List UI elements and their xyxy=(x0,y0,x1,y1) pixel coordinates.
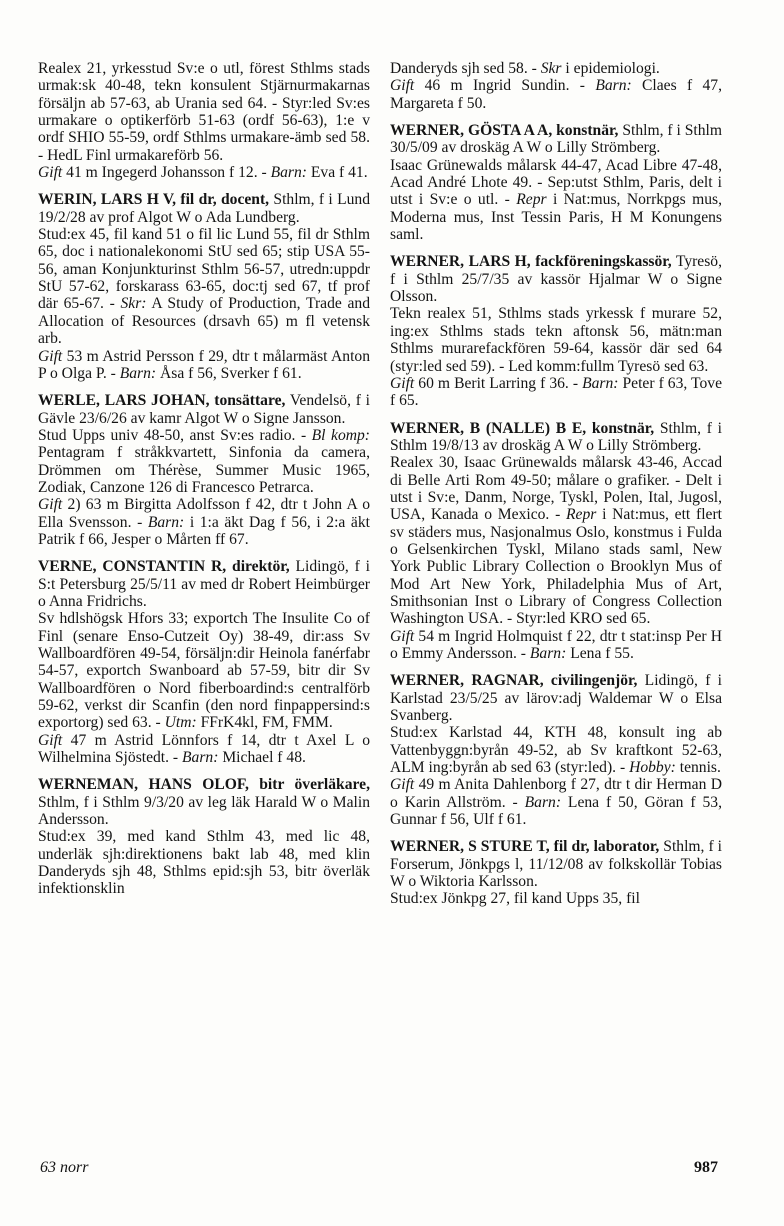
right-column xyxy=(390,60,722,918)
gift-label: Gift xyxy=(390,77,415,95)
entry-career-text: Stud:ex 39, med kand Sthlm 43, med lic 48, underläk sjh:direktionens bakt lab 48, med klin Danderyds sjh 48, Sthlms epid:sjh 53, bitr överläk infektionsklin xyxy=(38,828,370,898)
entry-continued-danderyds xyxy=(390,60,722,112)
bl-komp-label: Bl komp: xyxy=(311,426,370,444)
entry-header-line: WERNER, LARS H, fackföreningskassör, Tyresö, f i Sthlm 25/7/35 av kassör Hjalmar W o Signe Olsson. xyxy=(390,253,722,306)
barn-label: Barn: xyxy=(595,77,632,95)
entry-name-heading: WERNEMAN, HANS OLOF, bitr överläkare, xyxy=(38,776,370,794)
entry-header-line: WERNER, GÖSTA A A, konstnär, Sthlm, f i Sthlm 30/5/09 av droskäg A W o Lilly Strömberg. xyxy=(390,122,722,157)
entry-continued-realex xyxy=(38,60,370,181)
barn-label: Barn: xyxy=(119,364,157,382)
entry-werner-lars-h xyxy=(390,253,722,409)
entry-werneman-hans xyxy=(38,776,370,897)
entry-career-text: Danderyds sjh sed 58. - Skr i epidemiologi. xyxy=(390,60,660,77)
entry-career-text: Sv hdlshögsk Hfors 33; exportch The Insulite Co of Finl (senare Enso-Cutzeit Oy) 38-49, dir:ass Sv Wallboardfören 49-54, försäljn:dir Heinola fanérfabr 54-57, exportch Swanboard ab 57-59, bitr dir Sv Wallboardfören o Nord fiberboardind:s centralförb 59-62, verkst dir Scanfin (den nord finpappersind:s exportorg) sed 63. - Utm: FFrK4kl, FM, FMM. xyxy=(38,610,370,732)
entry-header-line: WERNER, S STURE T, fil dr, laborator, Sthlm, f i Forserum, Jönkpgs l, 11/12/08 av folkskollär Tobias W o Wiktoria Karlsson. xyxy=(390,838,722,891)
entry-name-heading: WERIN, LARS H V, fil dr, docent, xyxy=(38,191,270,209)
entry-name-heading: VERNE, CONSTANTIN R, direktör, xyxy=(38,558,290,576)
entry-family-text: Gift 47 m Astrid Lönnfors f 14, dtr t Axel L o Wilhelmina Sjöstedt. - Barn: Michael f 48. xyxy=(38,731,370,767)
gift-label: Gift xyxy=(38,731,63,749)
entry-family-text: Gift 54 m Ingrid Holmquist f 22, dtr t stat:insp Per H o Emmy Andersson. - Barn: Lena f 55. xyxy=(390,627,722,662)
gift-label: Gift xyxy=(38,347,63,365)
barn-label: Barn: xyxy=(182,749,219,767)
entry-verne-constantin xyxy=(38,558,370,766)
entry-career-text: Realex 30, Isaac Grünewalds målarsk 43-46, Accad di Belle Arti Rom 49-50; målare o grafiker. - Delt i utst i Sv:e, Danm, Norge, Tyskl, Polen, Ital, Jugosl, USA, Kanada o Mexico. - Repr i Nat:mus, ett flert sv städers mus, Nasjonalmus Oslo, konstmus i Fulda o Gelsenkirchen Tyskl, Milano stads saml, New York Public Library Collection o Brooklyn Mus of Mod Art New York, Philadelphia Mus of Art, Smithsonian Inst o Library of Congress Collection Washington USA. - Styr:led KRO sed 65. xyxy=(390,454,722,628)
entry-career-text: Isaac Grünewalds målarsk 44-47, Acad Libre 47-48, Acad André Lhote 49. - Sep:utst Sthlm, Paris, delt i utst i Sv:e o utl. - Repr i Nat:mus, Norrkpgs mus, Moderna mus, Inst Tessin Paris, H M Konungens saml. xyxy=(390,156,722,244)
gift-label: Gift xyxy=(390,776,415,794)
entry-werin-lars xyxy=(38,191,370,382)
entry-career-text: Stud:ex 45, fil kand 51 o fil lic Lund 55, fil dr Sthlm 65, doc i nationalekonomi StU sed 65; stip USA 55-56, aman Konjunkturinst Sthlm 56-57, utredn:uppdr StU 57-62, forskarass 63-65, doc:tj sed 67, tf prof där 65-67. - Skr: A Study of Production, Trade and Allocation of Resources (drsavh 65) m fl vetensk arb. xyxy=(38,226,370,348)
entry-header-line: WERNER, RAGNAR, civilingenjör, Lidingö, f i Karlstad 23/5/25 av lärov:adj Waldemar W o Elsa Svanberg. xyxy=(390,672,722,725)
utm-label: Utm: xyxy=(164,714,197,732)
barn-label: Barn: xyxy=(524,793,562,811)
barn-label: Barn: xyxy=(582,374,619,392)
entry-header-line: VERNE, CONSTANTIN R, direktör, Lidingö, f i S:t Petersburg 25/5/11 av med dr Robert Heimbürger o Anna Fridrichs. xyxy=(38,558,370,610)
repr-label: Repr xyxy=(566,506,597,524)
entry-career-text: Stud:ex Karlstad 44, KTH 48, konsult ing ab Vattenbyggn:byrån 49-52, ab Sv kraftkont 52-63, ALM ing:byrån ab sed 63 (styr:led). - Hobby: tennis. xyxy=(390,724,722,777)
gift-label: Gift xyxy=(390,374,415,392)
skr-label: Skr: xyxy=(120,295,147,313)
entry-family-text: Gift 46 m Ingrid Sundin. - Barn: Claes f 47, Margareta f 50. xyxy=(390,77,722,112)
entry-family-text: Gift 60 m Berit Larring f 36. - Barn: Peter f 63, Tove f 65. xyxy=(390,374,722,410)
entry-career-text: Realex 21, yrkesstud Sv:e o utl, förest Sthlms stads urmak:sk 40-48, tekn konsulent Stjärnurmakarnas försäljn ab 57-63, ab Urania sed 64. - Styr:led Sv:es urmakare o optikerförb 51-63 (ordf 56-63), 1:e v ordf SHIO 55-59, ordf Sthlms urmakare-ämb sed 58. - HedL Finl urmakareförb 56. xyxy=(38,60,370,164)
entry-header-line: WERNEMAN, HANS OLOF, bitr överläkare, Sthlm, f i Sthlm 9/3/20 av leg läk Harald W o Malin Andersson. xyxy=(38,776,370,829)
entry-family-text: Gift 41 m Ingegerd Johansson f 12. - Barn: Eva f 41. xyxy=(38,164,368,182)
hobby-label: Hobby: xyxy=(629,759,676,777)
entry-name-heading: WERNER, B (NALLE) B E, konstnär, xyxy=(390,419,655,437)
entry-header-line: WERLE, LARS JOHAN, tonsättare, Vendelsö, f i Gävle 23/6/26 av kamr Algot W o Signe Jansson. xyxy=(38,392,370,427)
entry-career-text: Stud Upps univ 48-50, anst Sv:es radio. - Bl komp: Pentagram f stråkkvartett, Sinfonia da camera, Drömmen om Thérèse, Summer Music 1965, Zodiak, Canzone 126 di Francesco Petrarca. xyxy=(38,426,370,496)
page-number: 987 xyxy=(694,1159,718,1176)
left-column xyxy=(38,60,370,908)
entry-career-text: Stud:ex Jönkpg 27, fil kand Upps 35, fil xyxy=(390,890,640,908)
entry-name-heading: WERNER, S STURE T, fil dr, laborator, xyxy=(390,838,660,856)
entry-name-heading: WERNER, LARS H, fackföreningskassör, xyxy=(390,253,672,271)
barn-label: Barn: xyxy=(270,164,307,182)
entry-name-heading: WERNER, GÖSTA A A, konstnär, xyxy=(390,122,619,140)
entry-werner-ragnar xyxy=(390,672,722,828)
gift-label: Gift xyxy=(38,164,63,182)
entry-werner-nalle xyxy=(390,420,722,663)
entry-werner-gosta xyxy=(390,122,722,243)
entry-family-text: Gift 53 m Astrid Persson f 29, dtr t målarmäst Anton P o Olga P. - Barn: Åsa f 56, Sverker f 61. xyxy=(38,347,370,382)
barn-label: Barn: xyxy=(529,645,567,662)
entry-name-heading: WERLE, LARS JOHAN, tonsättare, xyxy=(38,392,286,410)
entry-career-text: Tekn realex 51, Sthlms stads yrkessk f murare 52, ing:ex Sthlms stads tekn aftonsk 56, mätn:man Sthlms murarefackfören 59-64, kassör där sed 64 (styr:led sed 59). - Led komm:fullm Tyresö sed 63. xyxy=(390,305,722,375)
entry-family-text: Gift 49 m Anita Dahlenborg f 27, dtr t dir Herman D o Karin Allström. - Barn: Lena f 50, Göran f 53, Gunnar f 56, Ulf f 61. xyxy=(390,776,722,829)
signature-mark: 63 norr xyxy=(40,1159,89,1176)
repr-label: Repr xyxy=(516,191,547,209)
entry-header-line: WERNER, B (NALLE) B E, konstnär, Sthlm, f i Sthlm 19/8/13 av droskäg A W o Lilly Strömberg. xyxy=(390,419,722,454)
entry-header-line: WERIN, LARS H V, fil dr, docent, Sthlm, f i Lund 19/2/28 av prof Algot W o Ada Lundberg. xyxy=(38,191,370,226)
entry-family-text: Gift 2) 63 m Birgitta Adolfsson f 42, dtr t John A o Ella Svensson. - Barn: i 1:a äkt Dag f 56, i 2:a äkt Patrik f 66, Jesper o Mårten ff 67. xyxy=(38,496,370,548)
gift-label: Gift xyxy=(390,627,415,645)
skr-label: Skr xyxy=(540,60,562,77)
entry-name-heading: WERNER, RAGNAR, civilingenjör, xyxy=(390,672,638,690)
barn-label: Barn: xyxy=(147,513,185,531)
entry-werner-sture xyxy=(390,838,722,907)
gift-label: Gift xyxy=(38,496,63,514)
entry-werle-lars xyxy=(38,392,370,548)
